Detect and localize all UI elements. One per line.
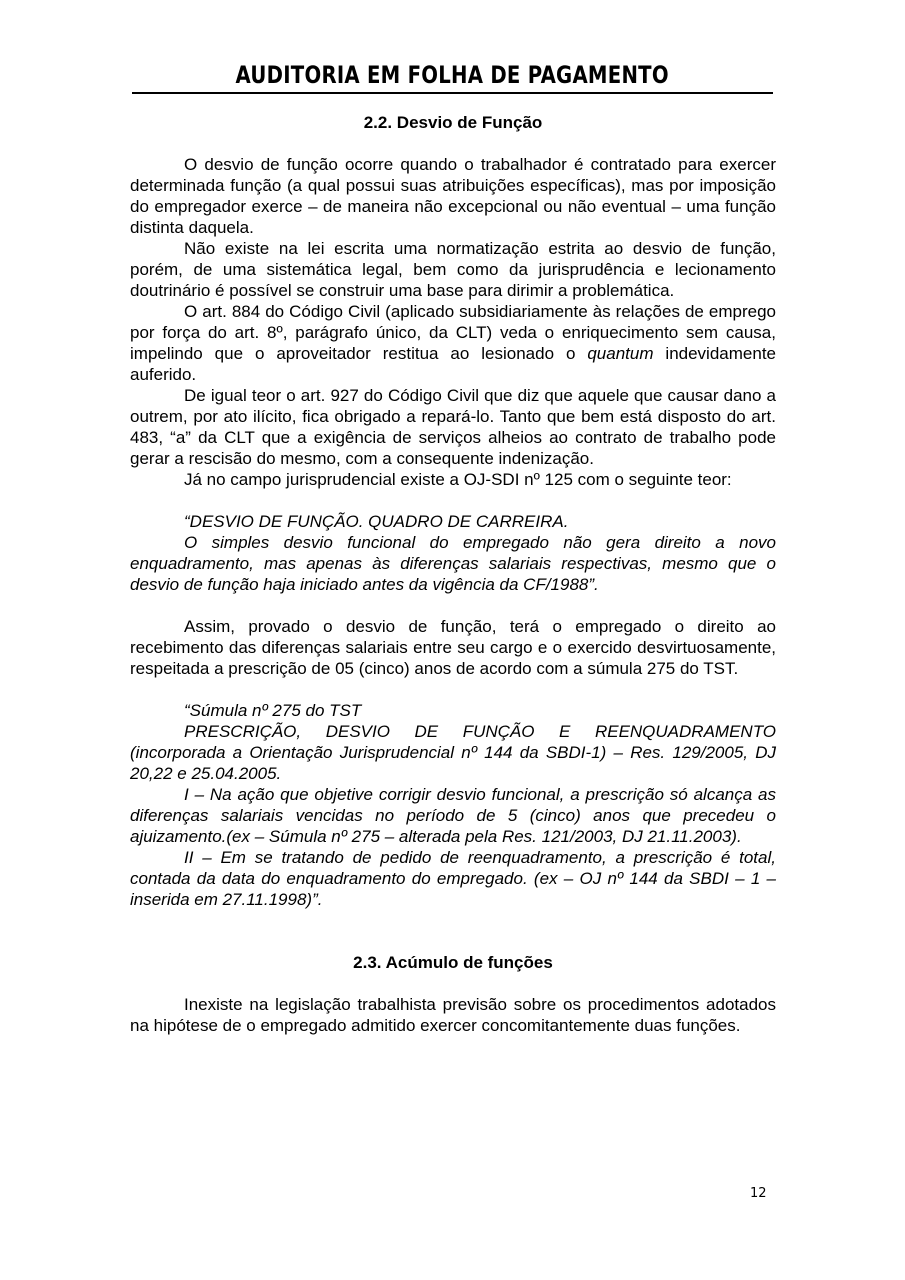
latin-term: quantum: [587, 344, 654, 363]
quote-text: I – Na ação que objetive corrigir desvio funcional, a prescrição só alcança as diferenças salariais vencidas no período de 5 (cinco) anos que precedeu o ajuizamento.(ex – Súmula nº 275 – alterada pela Res. 121/2003, DJ 21.11.2003).: [130, 785, 776, 846]
quote-text: II – Em se tratando de pedido de reenquadramento, a prescrição é total, contada da data do enquadramento do empregado. (ex – OJ nº 144 da SBDI – 1 – inserida em 27.11.1998)”.: [130, 848, 776, 909]
running-header: [132, 58, 773, 94]
quote-text: PRESCRIÇÃO, DESVIO DE FUNÇÃO E REENQUADRAMENTO (incorporada a Orientação Jurisprudencial nº 144 da SBDI-1) – Res. 129/2005, DJ 20,22 e 25.04.2005.: [130, 722, 776, 783]
quote-title: “DESVIO DE FUNÇÃO. QUADRO DE CARREIRA.: [184, 512, 569, 531]
paragraph: Inexiste na legislação trabalhista previsão sobre os procedimentos adotados na hipótese de o empregado admitido exercer concomitantemente duas funções.: [130, 995, 776, 1035]
page-number: 12: [750, 1186, 767, 1201]
paragraph: [130, 301, 776, 385]
page-body: [130, 112, 776, 1036]
header-title: AUDITORIA EM FOLHA DE PAGAMENTO: [235, 61, 670, 89]
section-heading-2-2: 2.2. Desvio de Função: [363, 113, 543, 132]
paragraph: De igual teor o art. 927 do Código Civil que diz que aquele que causar dano a outrem, por ato ilícito, fica obrigado a repará-lo. Tanto que bem está disposto do art. 483, “a” da CLT que a exigência de serviços alheios ao contrato de trabalho pode gerar a rescisão do mesmo, com a consequente indenização.: [130, 386, 776, 468]
quote-text: O simples desvio funcional do empregado não gera direito a novo enquadramento, mas apenas às diferenças salariais respectivas, mesmo que o desvio de função haja iniciado antes da vigência da CF/1988”.: [130, 533, 776, 594]
paragraph: Não existe na lei escrita uma normatização estrita ao desvio de função, porém, de uma sistemática legal, bem como da jurisprudência e lecionamento doutrinário é possível se construir uma base para dirimir a problemática.: [130, 239, 776, 300]
paragraph-text: indevidamente auferido.: [130, 344, 776, 384]
paragraph: Assim, provado o desvio de função, terá o empregado o direito ao recebimento das diferenças salariais entre seu cargo e o exercido desvirtuosamente, respeitada a prescrição de 05 (cinco) anos de acordo com a súmula 275 do TST.: [130, 617, 776, 678]
quote-title: “Súmula nº 275 do TST: [184, 701, 362, 720]
paragraph: Já no campo jurisprudencial existe a OJ-SDI nº 125 com o seguinte teor:: [184, 470, 732, 489]
paragraph: O desvio de função ocorre quando o trabalhador é contratado para exercer determinada função (a qual possui suas atribuições específicas), mas por imposição do empregador exerce – de maneira não excepcional ou não eventual – uma função distinta daquela.: [130, 155, 776, 237]
paragraph-text: O art. 884 do Código Civil (aplicado subsidiariamente às relações de emprego por força do art. 8º, parágrafo único, da CLT) veda o enriquecimento sem causa, impelindo que o aproveitador restitua ao lesionado o: [130, 302, 776, 363]
section-heading-2-3: 2.3. Acúmulo de funções: [353, 953, 553, 972]
